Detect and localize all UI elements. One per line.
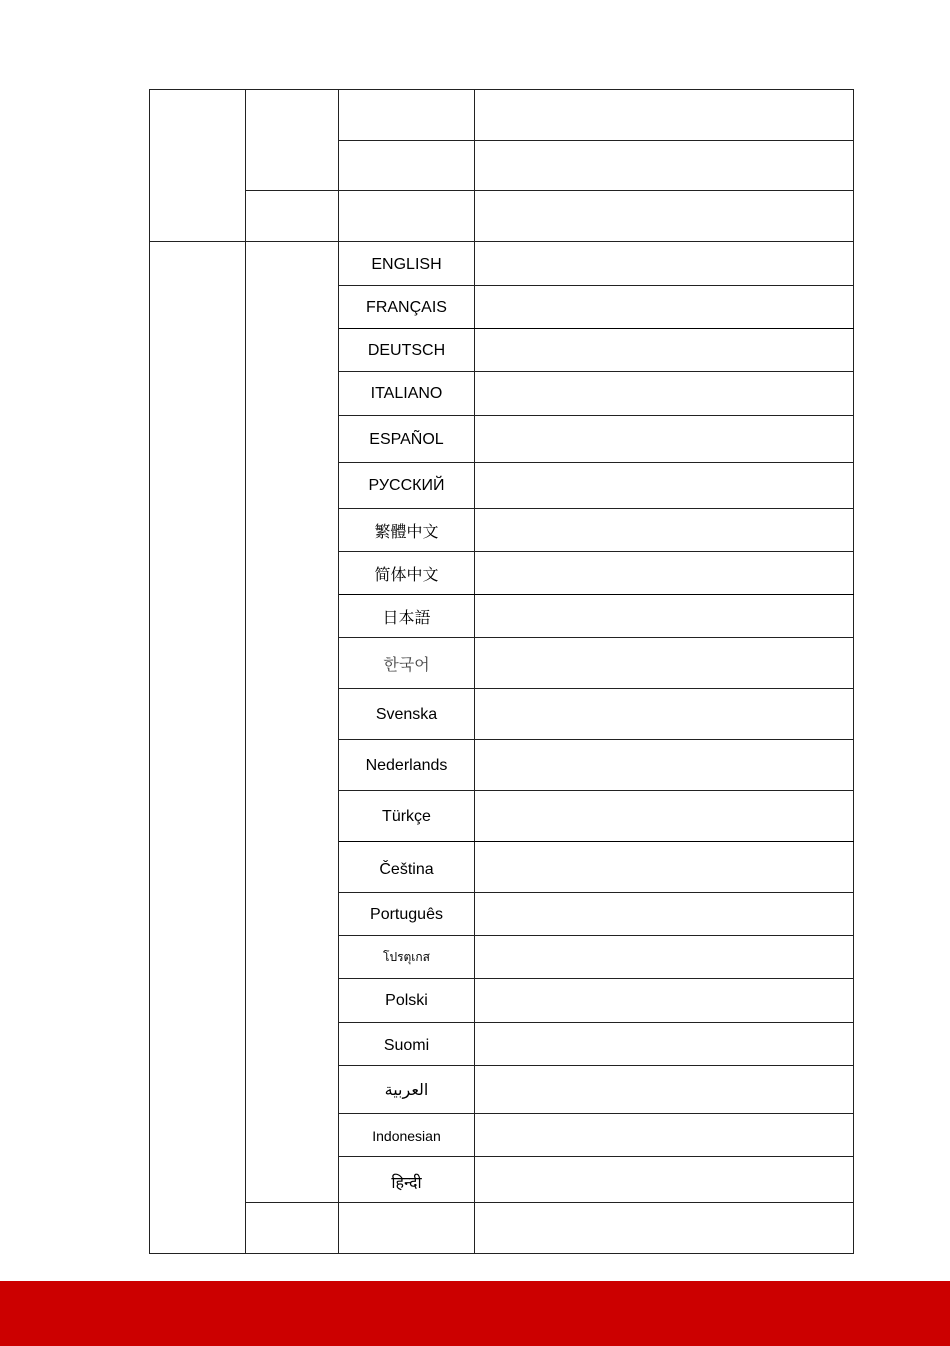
language-option: ENGLISH (371, 255, 442, 273)
table-border-left (149, 89, 150, 1254)
language-option: โปรตุเกส (383, 950, 430, 964)
table-border-top (149, 89, 854, 90)
language-option: 日本語 (382, 610, 431, 627)
language-option: 繁體中文 (374, 524, 439, 541)
menu-table (149, 89, 854, 1254)
language-option: Svenska (375, 705, 438, 723)
row-divider (246, 1202, 854, 1203)
language-option: Nederlands (365, 756, 448, 774)
language-option: العربية (384, 1082, 429, 1099)
language-option: Čeština (379, 861, 434, 878)
language-option: ESPAÑOL (369, 430, 444, 448)
row-divider (149, 241, 854, 242)
language-option: FRANÇAIS (366, 298, 447, 316)
language-option: DEUTSCH (367, 341, 446, 359)
language-option: РУССКИЙ (368, 477, 445, 494)
table-border-bottom (149, 1253, 854, 1254)
language-option: Indonesian (372, 1127, 441, 1144)
column-divider-1 (245, 89, 246, 1254)
language-option: 한국어 (383, 657, 430, 674)
language-option: Português (370, 905, 443, 923)
language-option: 简体中文 (374, 567, 439, 584)
language-option: ITALIANO (370, 385, 443, 402)
language-option: हिन्दी (391, 1175, 422, 1192)
row-divider (246, 190, 854, 191)
row-divider (339, 140, 854, 141)
language-option: Polski (385, 992, 428, 1009)
footer-bar (0, 1281, 950, 1346)
language-option: Türkçe (382, 807, 431, 825)
table-border-right (853, 89, 854, 1254)
language-option: Suomi (383, 1036, 430, 1054)
column-divider-3 (474, 89, 475, 1254)
